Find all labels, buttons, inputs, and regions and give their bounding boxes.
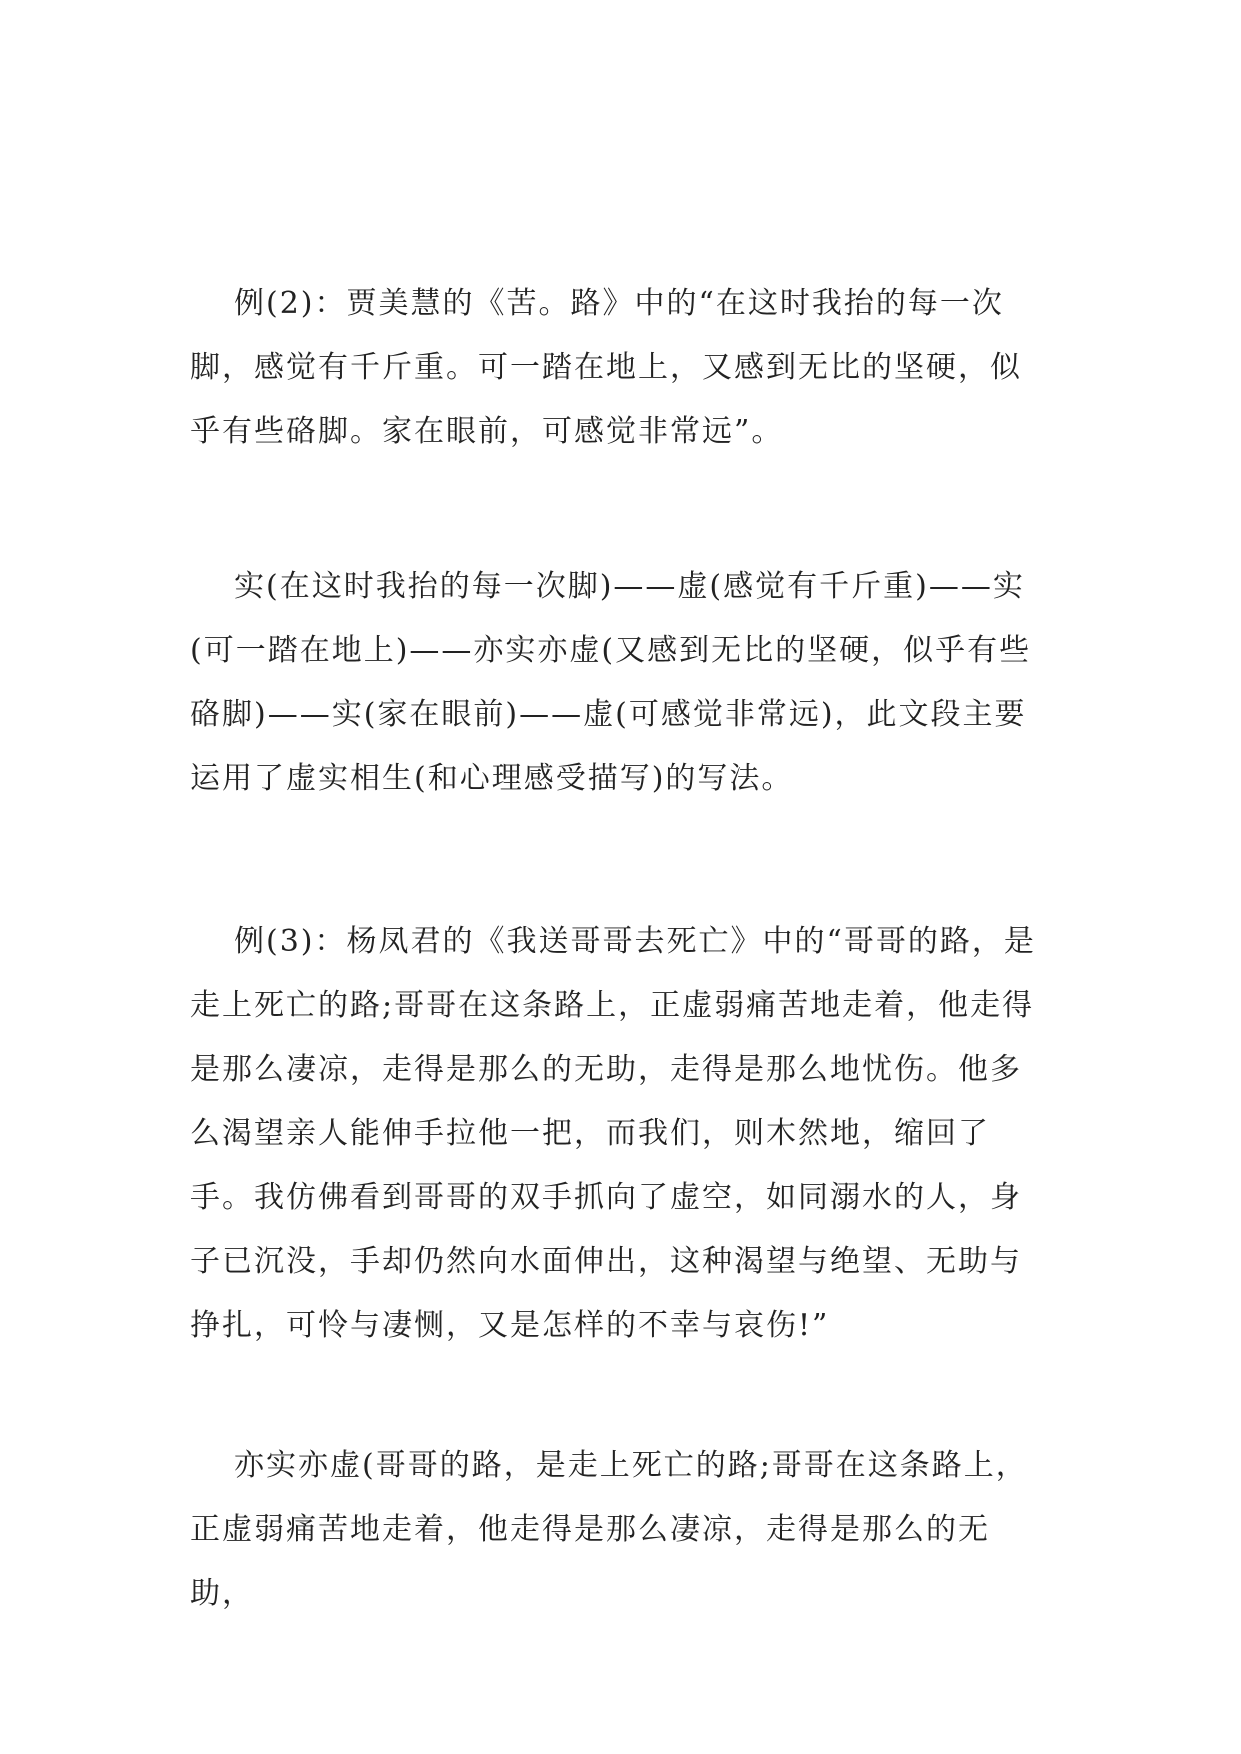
paragraph-analysis-3: 亦实亦虚(哥哥的路，是走上死亡的路;哥哥在这条路上，正虚弱痛苦地走着，他走得是那么凄凉，走得是那么的无助，: [190, 1448, 1028, 1611]
paragraph-analysis-2: 实(在这时我抬的每一次脚)——虚(感觉有千斤重)——实(可一踏在地上)——亦实亦虚(又感到无比的坚硬，似乎有些硌脚)——实(家在眼前)——虚(可感觉非常远)，此文段主要运用了虚实相生(和心理感受描写)的写法。: [190, 569, 1032, 796]
paragraph-example-3: 例(3)：杨凤君的《我送哥哥去死亡》中的“哥哥的路，是走上死亡的路;哥哥在这条路上，正虚弱痛苦地走着，他走得是那么凄凉，走得是那么的无助，走得是那么地忧伤。他多么渴望亲人能伸手拉他一把，而我们，则木然地，缩回了手。我仿佛看到哥哥的双手抓向了虚空，如同溺水的人，身子已沉没，手却仍然向水面伸出，这种渴望与绝望、无助与挣扎，可怜与凄恻，又是怎样的不幸与哀伤!”: [190, 924, 1036, 1343]
paragraph-example-2: 例(2)：贾美慧的《苦。路》中的“在这时我抬的每一次脚，感觉有千斤重。可一踏在地上，又感到无比的坚硬，似乎有些硌脚。家在眼前，可感觉非常远”。: [190, 286, 1022, 449]
